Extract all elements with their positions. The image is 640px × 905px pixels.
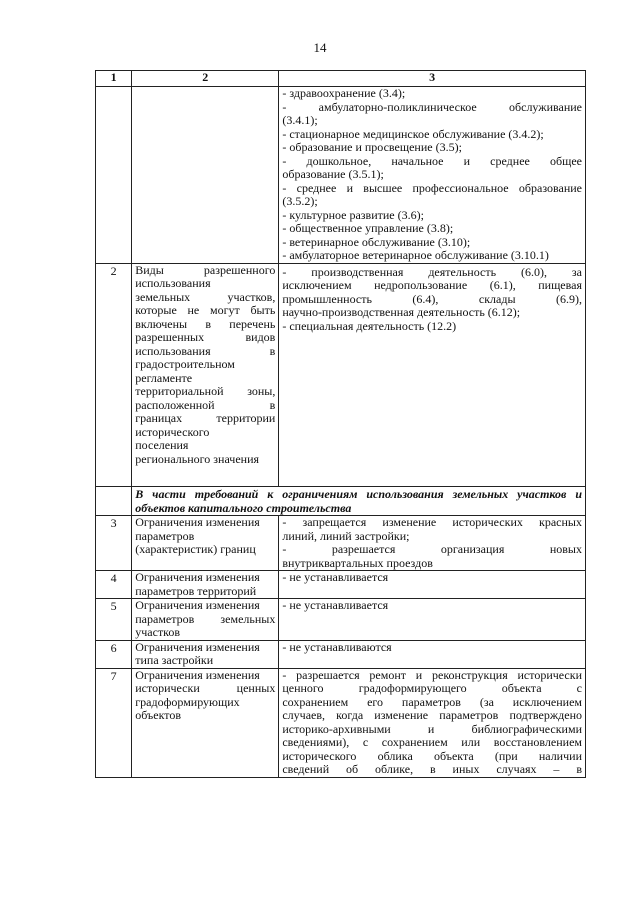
text-line: параметров территорий xyxy=(135,583,257,598)
regulation-table xyxy=(95,70,586,778)
cell-title xyxy=(132,571,279,599)
cell-title xyxy=(132,263,279,487)
cell-content xyxy=(279,263,586,487)
text-line: (3.5.2); xyxy=(282,194,318,208)
cell-content xyxy=(279,668,586,777)
text-line: объектов xyxy=(135,708,182,722)
text-line: включены в перечень xyxy=(135,316,276,331)
text-line: научно-производственная деятельность (6.12); xyxy=(282,305,521,319)
text-line: линий, линий застройки; xyxy=(282,528,410,543)
text-line: земельных участков, xyxy=(135,289,276,304)
text-line: объектов капитального строительства xyxy=(135,500,352,515)
text-line: параметров xyxy=(135,528,195,543)
text-line: - здравоохранение (3.4); xyxy=(282,86,406,100)
text-line: использования xyxy=(135,276,211,290)
text-line: разрешенных видов xyxy=(135,330,276,344)
cell-content xyxy=(279,87,586,264)
text-line: градостроительном xyxy=(135,357,235,371)
text-line: - не устанавливаются xyxy=(282,639,392,654)
text-line: сохранением его параметров (за исключением xyxy=(282,694,582,709)
text-line: расположенной в xyxy=(135,397,276,412)
text-line: параметров земельных xyxy=(135,611,276,626)
text-line: В части требований к ограничениям использования земельных участков и xyxy=(135,487,582,501)
text-line: сведениями), с сохранением или восстановлением xyxy=(282,735,582,749)
text-line: границах территории xyxy=(135,411,276,425)
text-line: случаев, когда изменение параметров подтверждено xyxy=(282,708,582,722)
row-number: 4 xyxy=(96,571,132,599)
cell-content xyxy=(279,571,586,599)
cell-num xyxy=(96,487,132,516)
text-line: - разрешается организация новых xyxy=(282,542,582,556)
text-line: исторического xyxy=(135,424,210,439)
text-line: - запрещается изменение исторических красных xyxy=(282,515,582,529)
text-line: Ограничения изменения xyxy=(135,667,260,682)
text-line: регионального значения xyxy=(135,451,260,466)
header-col-1: 1 xyxy=(96,71,132,87)
text-line: Виды разрешенного xyxy=(135,262,276,277)
text-line: регламенте xyxy=(135,370,193,385)
text-line: - культурное развитие (3.6); xyxy=(282,207,424,222)
text-line: исключением недропользование (6.1), пищевая xyxy=(282,278,582,292)
text-line: - среднее и высшее профессиональное образование xyxy=(282,180,582,195)
table-row-2 xyxy=(96,263,586,487)
row-number: 3 xyxy=(96,516,132,571)
text-line: Ограничения изменения xyxy=(135,639,260,654)
text-line: образование (3.5.1); xyxy=(282,167,384,181)
cell-content xyxy=(279,516,586,571)
table-row-7 xyxy=(96,668,586,777)
text-line: внутриквартальных проездов xyxy=(282,555,433,570)
text-line: ценного градоформирующего объекта с xyxy=(282,681,582,695)
table-row-4 xyxy=(96,571,586,599)
cell-content xyxy=(279,640,586,668)
table-row-5 xyxy=(96,599,586,641)
text-line: использования в xyxy=(135,343,276,358)
text-line: типа застройки xyxy=(135,653,214,667)
row-number: 6 xyxy=(96,640,132,668)
text-line: - амбулаторно-поликлиническое обслуживание xyxy=(282,99,582,114)
text-line: территориальной зоны, xyxy=(135,384,276,398)
section-heading-row xyxy=(96,487,586,516)
text-line: - специальная деятельность (12.2) xyxy=(282,318,457,333)
text-line: - общественное управление (3.8); xyxy=(282,221,454,235)
table-header-row xyxy=(96,71,586,87)
cell-title xyxy=(132,668,279,777)
text-line: - не устанавливается xyxy=(282,570,389,584)
text-line: - образование и просвещение (3.5); xyxy=(282,140,462,154)
text-line: - производственная деятельность (6.0), за xyxy=(282,264,582,279)
row-number: 5 xyxy=(96,599,132,641)
header-col-2: 2 xyxy=(132,71,279,87)
text-line: исторического облика объекта (при наличии xyxy=(282,748,582,763)
table-row-6 xyxy=(96,640,586,668)
text-line: историко-архивными и библиографическими xyxy=(282,721,582,736)
cell-title xyxy=(132,516,279,571)
text-line: Ограничения изменения xyxy=(135,515,260,529)
cell-title xyxy=(132,599,279,641)
text-line: которые не могут быть xyxy=(135,303,276,317)
table-row-3 xyxy=(96,516,586,571)
text-line: - амбулаторное ветеринарное обслуживание (3.10.1) xyxy=(282,248,549,262)
header-col-3: 3 xyxy=(279,71,586,87)
text-line: поселения xyxy=(135,438,189,452)
text-line: промышленность (6.4), склады (6.9), xyxy=(282,291,582,306)
cell-content xyxy=(279,599,586,641)
table-row-continued xyxy=(96,87,586,264)
text-line: (характеристик) границ xyxy=(135,542,256,556)
cell-title xyxy=(132,640,279,668)
text-line: градоформирующих xyxy=(135,694,240,709)
cell-title xyxy=(132,87,279,264)
text-line: - дошкольное, начальное и среднее общее xyxy=(282,153,582,168)
text-line: Ограничения изменения xyxy=(135,570,260,584)
text-line: участков xyxy=(135,625,181,639)
row-number: 7 xyxy=(96,668,132,777)
text-line: сведений об облике, в иных случаях – в xyxy=(282,762,582,776)
text-line: - разрешается ремонт и реконструкция исторически xyxy=(282,667,582,682)
text-line: Ограничения изменения xyxy=(135,598,260,612)
page-number: 14 xyxy=(313,40,327,55)
text-line: - не устанавливается xyxy=(282,598,389,612)
text-line: - ветеринарное обслуживание (3.10); xyxy=(282,234,471,249)
text-line: исторически ценных xyxy=(135,681,276,695)
cell-num xyxy=(96,87,132,264)
row-number: 2 xyxy=(96,263,132,487)
section-heading xyxy=(132,487,586,516)
text-line: - стационарное медицинское обслуживание (3.4.2); xyxy=(282,126,544,141)
text-line: (3.4.1); xyxy=(282,113,318,127)
